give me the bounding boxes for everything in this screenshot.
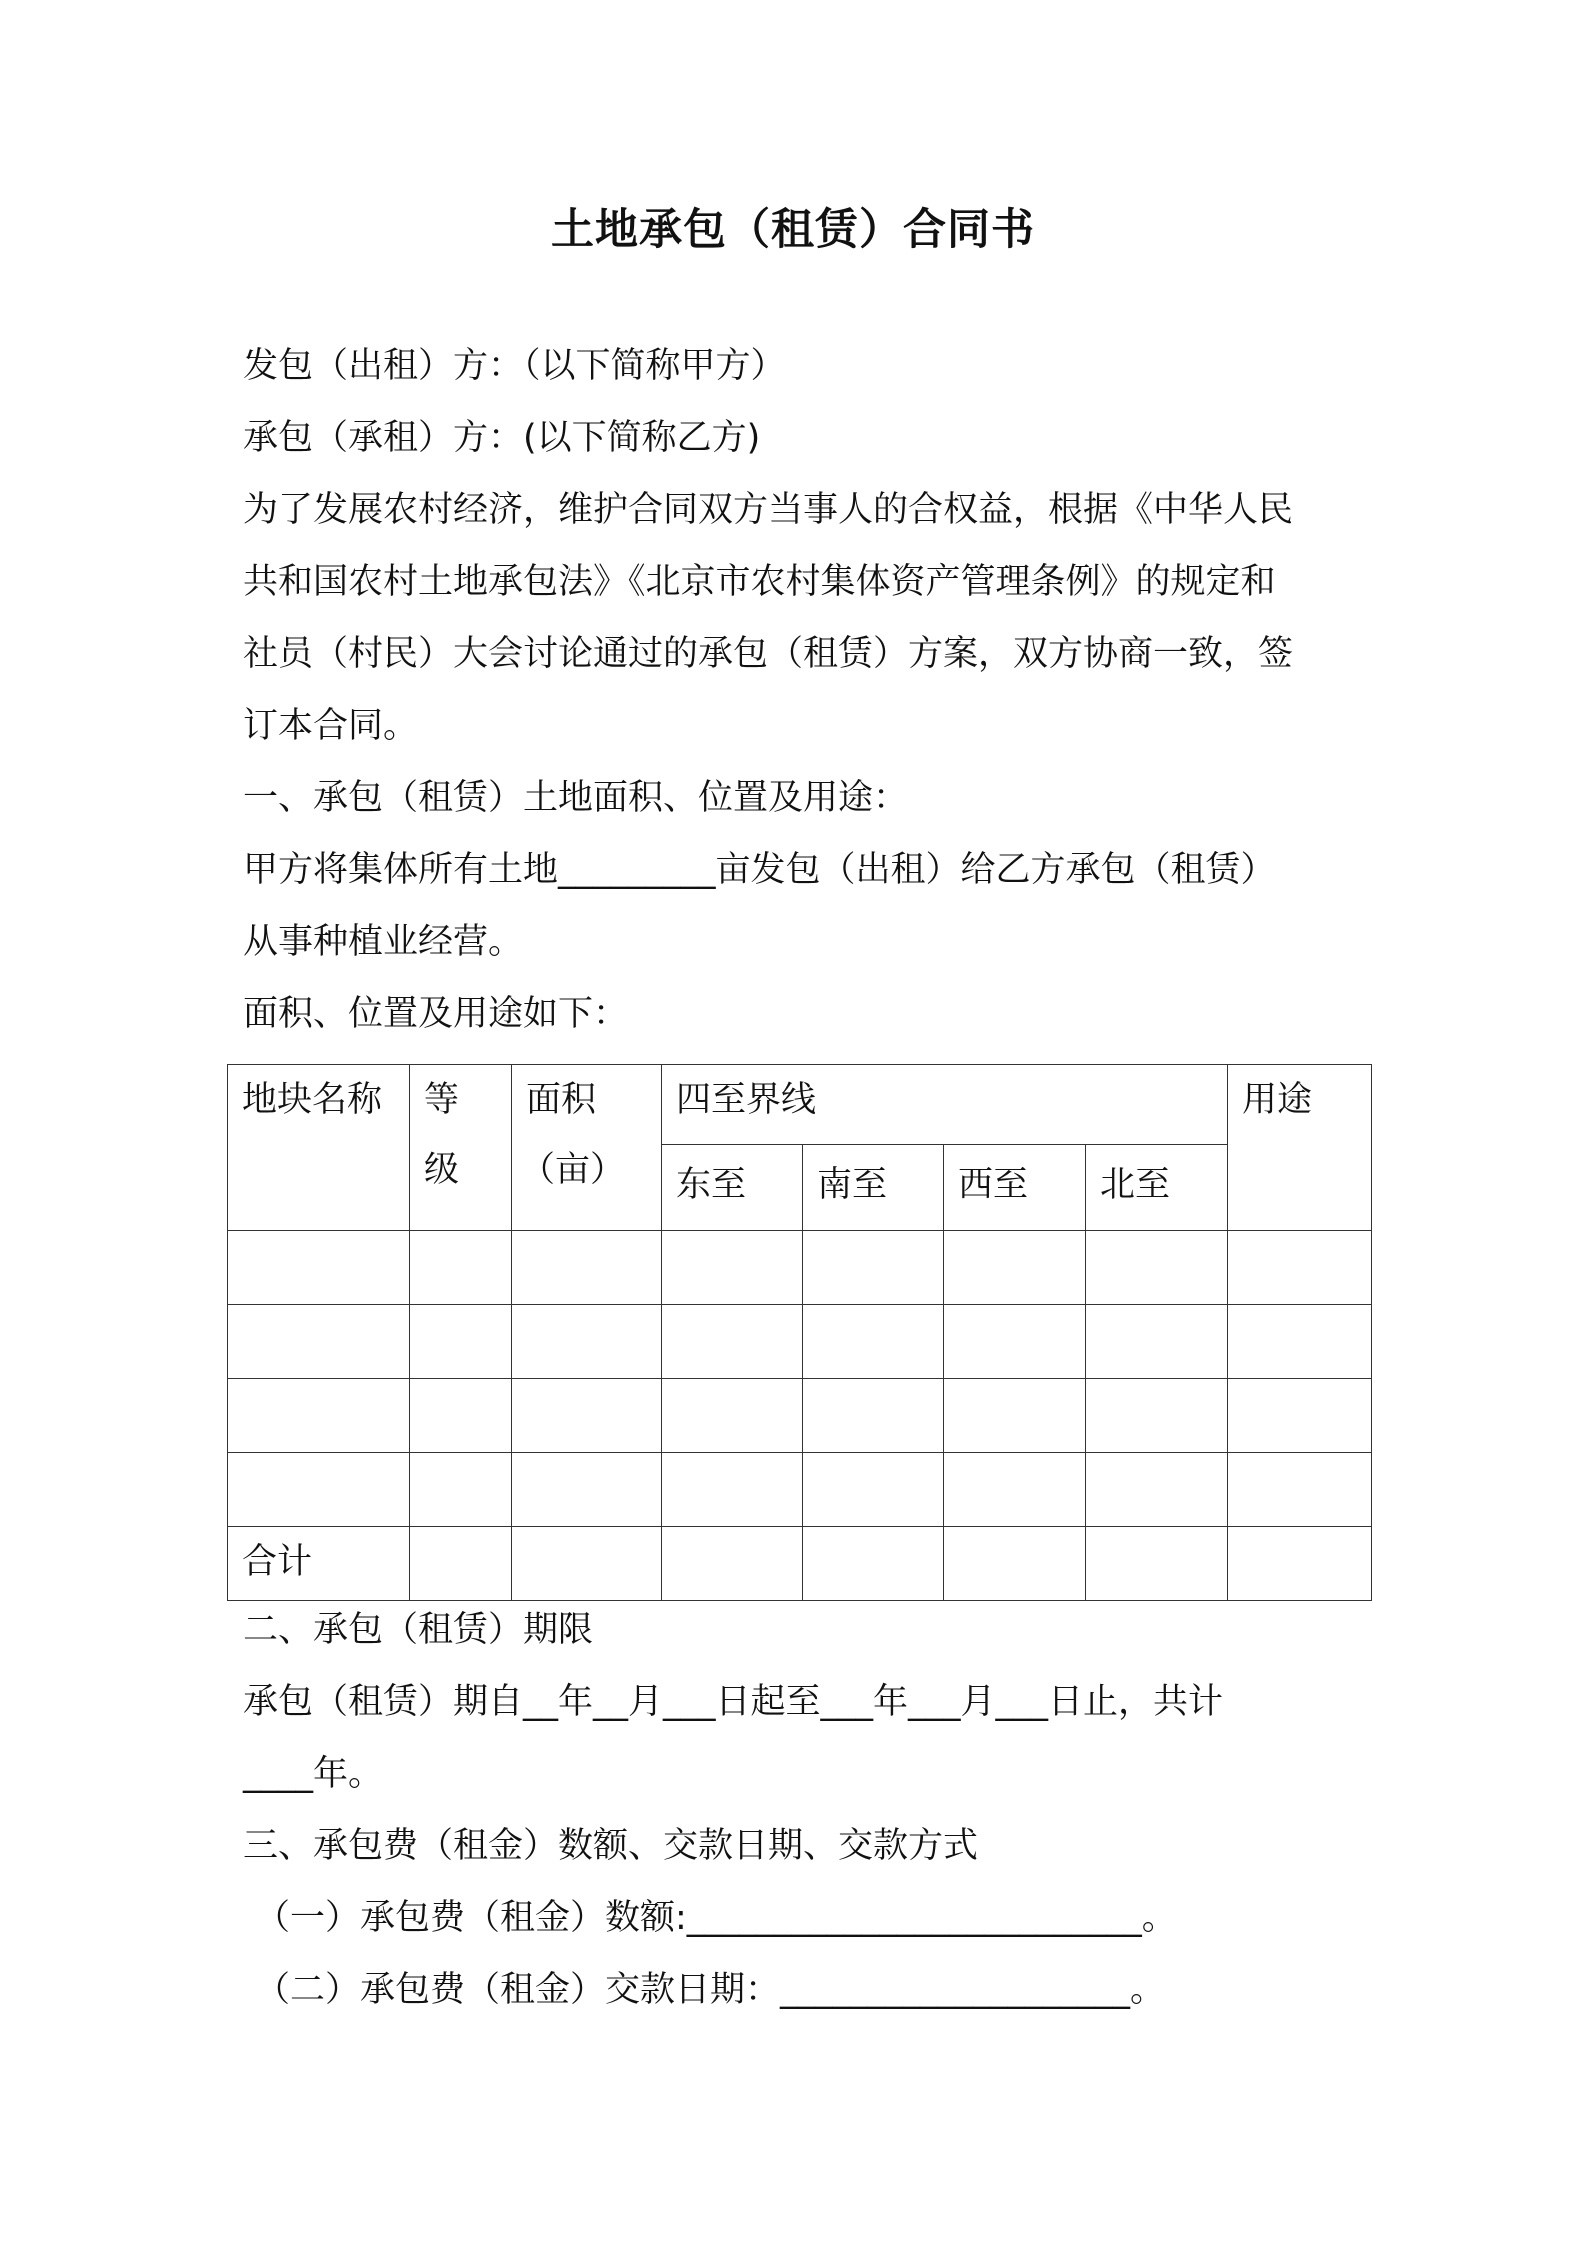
table-cell[interactable]	[944, 1527, 1086, 1601]
table-cell[interactable]	[228, 1379, 410, 1453]
table-cell[interactable]	[1228, 1379, 1372, 1453]
intro-line: 社员（村民）大会讨论通过的承包（租赁）方案，双方协商一致，签	[243, 634, 1294, 674]
table-cell[interactable]	[1228, 1231, 1372, 1305]
table-row	[228, 1231, 1372, 1305]
table-cell[interactable]	[803, 1453, 944, 1527]
header-boundary: 四至界线	[662, 1065, 1228, 1145]
table-cell[interactable]	[512, 1453, 662, 1527]
table-cell[interactable]	[803, 1379, 944, 1453]
table-cell[interactable]	[410, 1527, 512, 1601]
section1-heading: 一、承包（租赁）土地面积、位置及用途：	[243, 778, 909, 818]
table-cell[interactable]	[1086, 1231, 1228, 1305]
table-total-row	[228, 1527, 1372, 1601]
table-row	[228, 1305, 1372, 1379]
header-plot-name: 地块名称	[228, 1065, 410, 1231]
table-cell[interactable]	[662, 1527, 803, 1601]
section3-item-amount: （一）承包费（租金）数额:__________________________。	[255, 1898, 1177, 1938]
land-table	[227, 1064, 1372, 1601]
document-title: 土地承包（租赁）合同书	[551, 205, 1035, 255]
table-cell[interactable]	[228, 1453, 410, 1527]
header-east: 东至	[662, 1145, 803, 1231]
party-b-line: 承包（承租）方：(以下简称乙方)	[243, 418, 761, 458]
table-cell[interactable]	[944, 1305, 1086, 1379]
section2-body-line: ____年。	[243, 1754, 384, 1794]
header-grade	[410, 1065, 512, 1231]
header-area-unit: （亩）	[520, 1150, 626, 1190]
table-cell[interactable]	[228, 1305, 410, 1379]
table-cell[interactable]	[1228, 1305, 1372, 1379]
header-grade-line: 等	[424, 1080, 460, 1120]
intro-line: 为了发展农村经济，维护合同双方当事人的合权益，根据《中华人民	[243, 490, 1294, 530]
table-cell[interactable]	[1086, 1453, 1228, 1527]
table-cell[interactable]	[944, 1231, 1086, 1305]
section2-heading: 二、承包（租赁）期限	[243, 1610, 594, 1650]
table-cell[interactable]	[944, 1379, 1086, 1453]
table-cell[interactable]	[410, 1453, 512, 1527]
table-cell[interactable]	[662, 1231, 803, 1305]
table-cell[interactable]	[944, 1453, 1086, 1527]
header-west: 西至	[944, 1145, 1086, 1231]
section2-body-line: 承包（租赁）期自__年__月___日起至___年___月___日止，共计	[243, 1682, 1224, 1722]
table-cell[interactable]	[410, 1379, 512, 1453]
party-a-line: 发包（出租）方：（以下简称甲方）	[243, 346, 786, 386]
table-caption: 面积、位置及用途如下：	[243, 994, 629, 1034]
table-cell[interactable]	[803, 1527, 944, 1601]
table-cell[interactable]	[803, 1305, 944, 1379]
table-cell[interactable]	[662, 1305, 803, 1379]
table-cell[interactable]	[1086, 1379, 1228, 1453]
header-grade-line: 级	[424, 1150, 460, 1190]
section1-body-line: 甲方将集体所有土地_________亩发包（出租）给乙方承包（租赁）	[243, 850, 1276, 890]
table-cell[interactable]	[1228, 1527, 1372, 1601]
table-cell[interactable]	[512, 1379, 662, 1453]
table-row	[228, 1453, 1372, 1527]
table-cell[interactable]	[1086, 1527, 1228, 1601]
table-cell[interactable]	[512, 1305, 662, 1379]
header-area-line: 面积	[526, 1080, 597, 1120]
section3-heading: 三、承包费（租金）数额、交款日期、交款方式	[243, 1826, 979, 1866]
section3-item-date: （二）承包费（租金）交款日期：____________________。	[255, 1970, 1166, 2010]
table-cell[interactable]	[1228, 1453, 1372, 1527]
table-cell[interactable]	[410, 1231, 512, 1305]
table-cell[interactable]	[662, 1379, 803, 1453]
table-cell[interactable]	[512, 1527, 662, 1601]
table-cell[interactable]	[662, 1453, 803, 1527]
header-use: 用途	[1228, 1065, 1372, 1231]
total-label: 合计	[228, 1527, 410, 1601]
table-row	[228, 1379, 1372, 1453]
header-south: 南至	[803, 1145, 944, 1231]
table-cell[interactable]	[512, 1231, 662, 1305]
table-cell[interactable]	[1086, 1305, 1228, 1379]
header-north: 北至	[1086, 1145, 1228, 1231]
intro-line: 共和国农村土地承包法》《北京市农村集体资产管理条例》的规定和	[243, 562, 1276, 602]
table-cell[interactable]	[410, 1305, 512, 1379]
table-header-row	[228, 1065, 1372, 1145]
table-cell[interactable]	[228, 1231, 410, 1305]
table-cell[interactable]	[803, 1231, 944, 1305]
header-area	[512, 1065, 662, 1231]
intro-line: 订本合同。	[243, 706, 419, 746]
section1-body-line: 从事种植业经营。	[243, 922, 524, 962]
